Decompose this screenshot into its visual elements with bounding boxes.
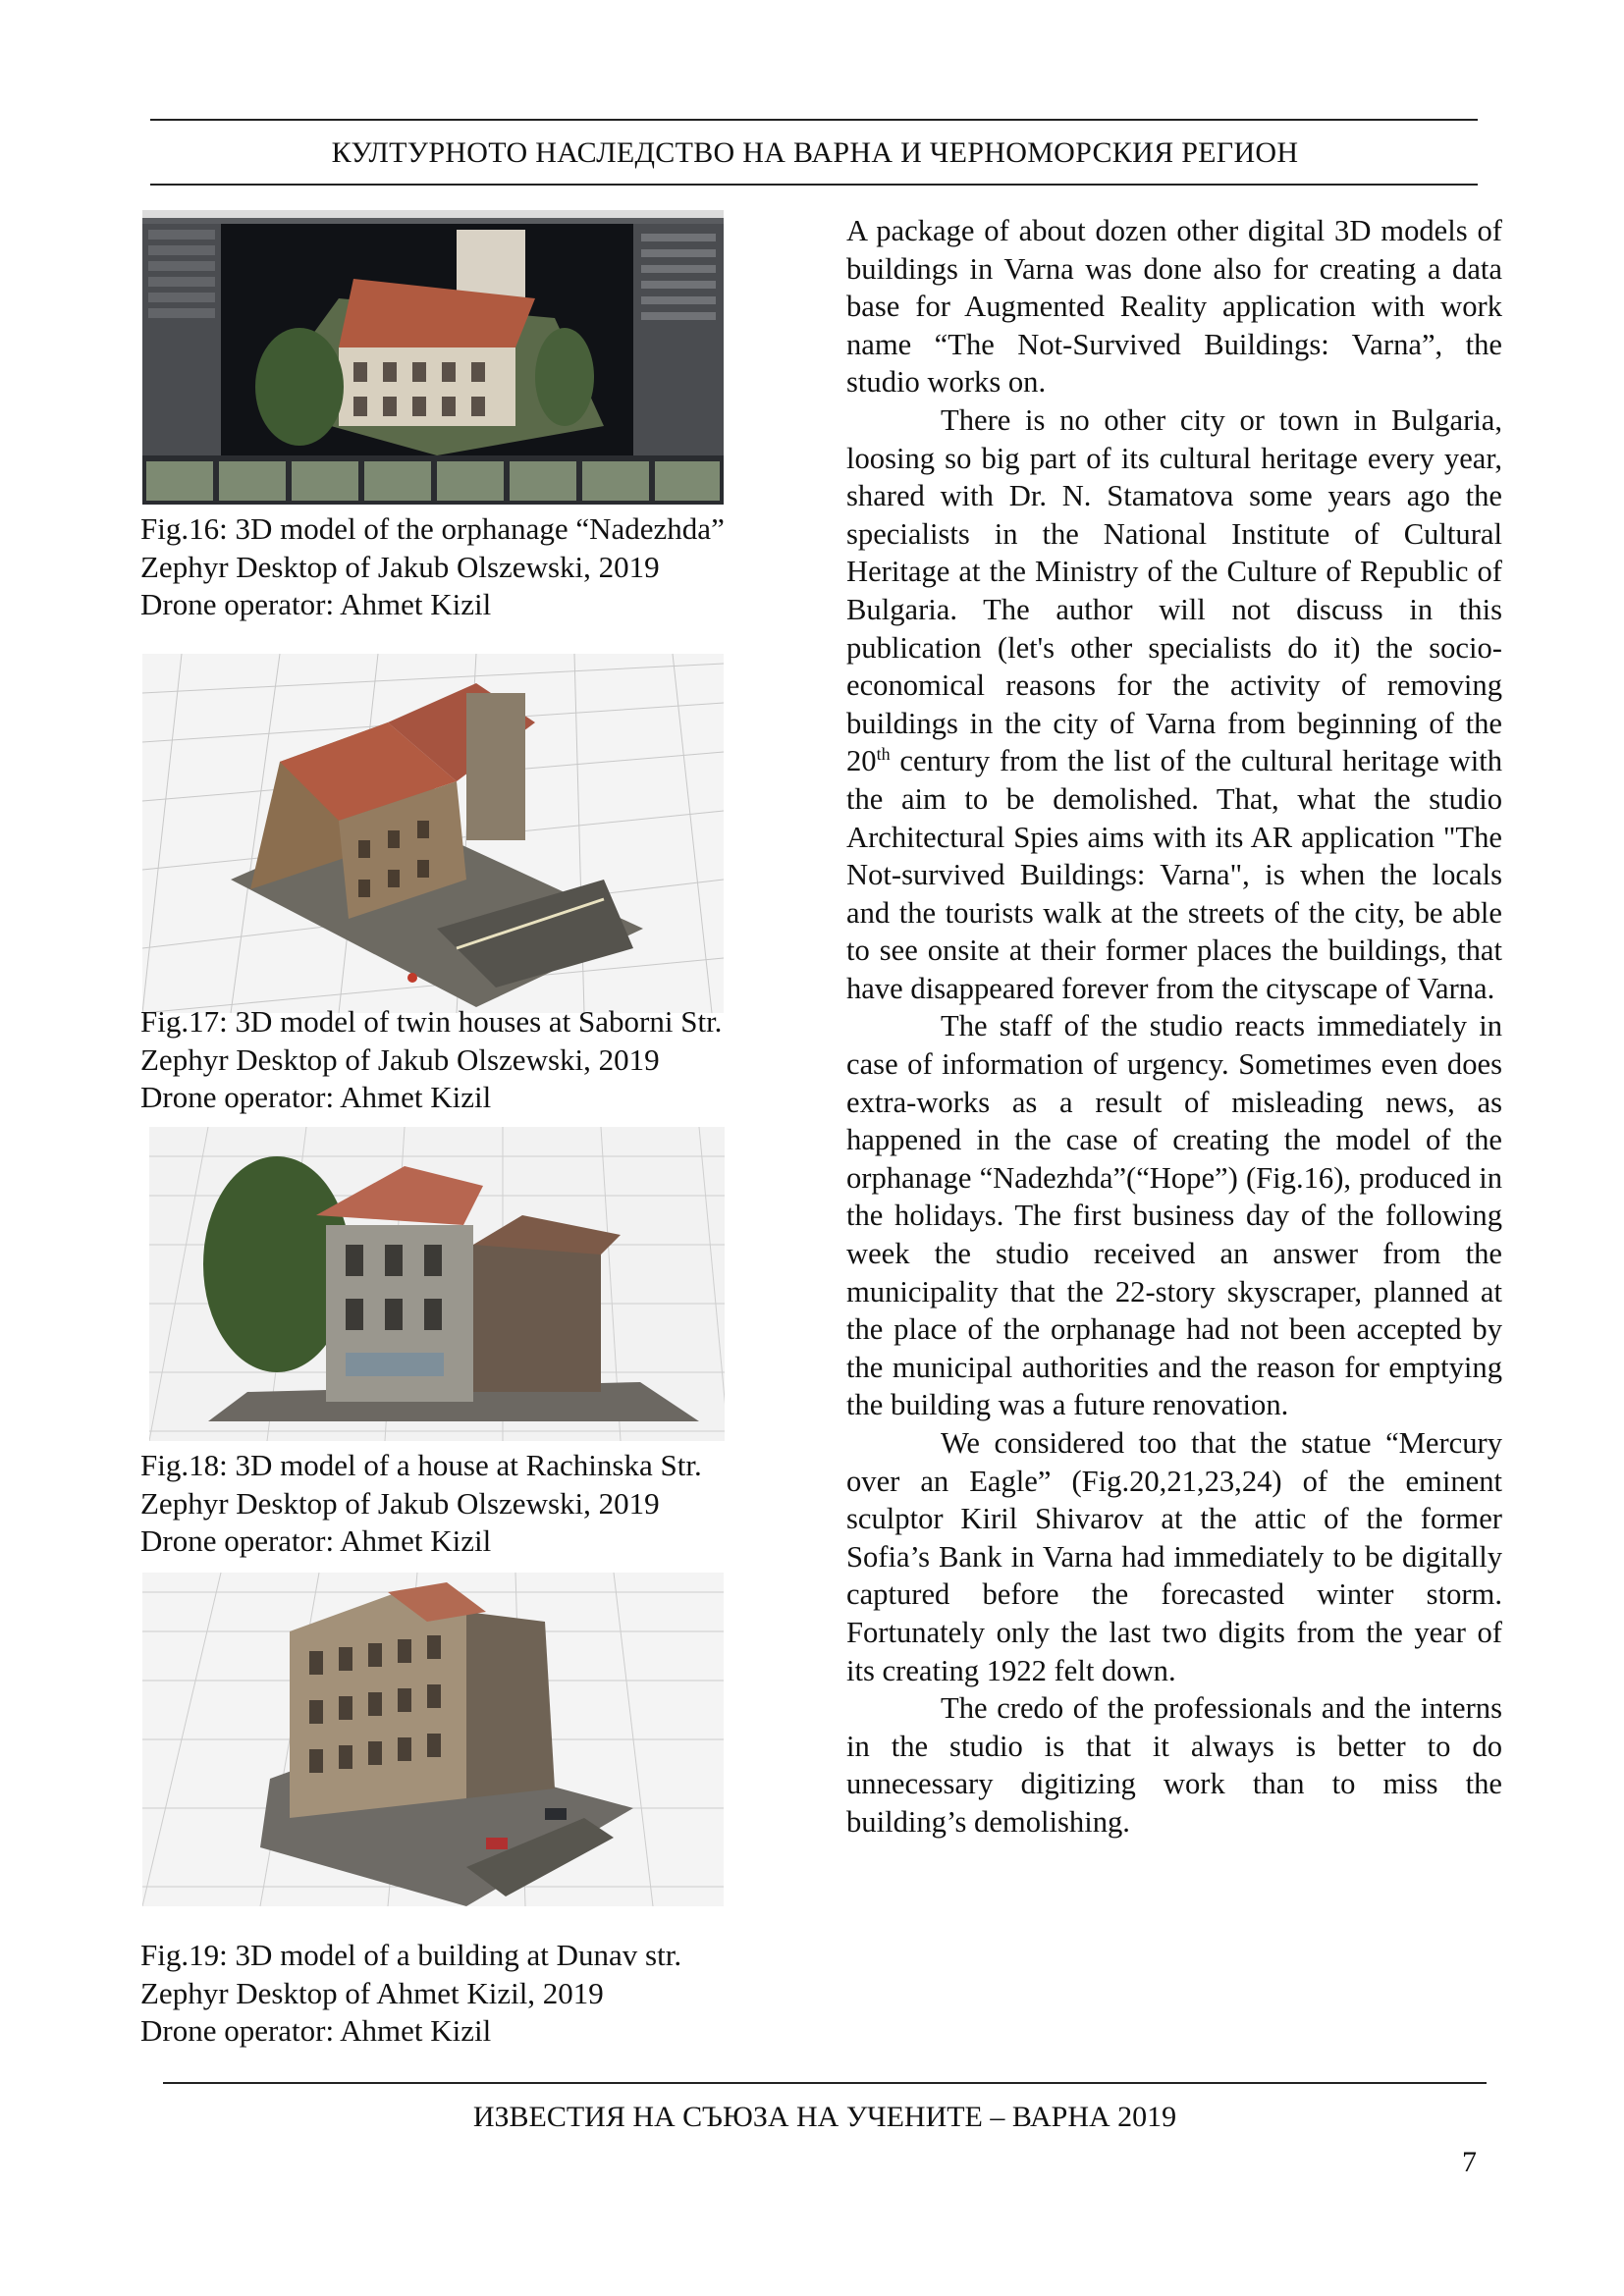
paragraph: The credo of the professionals and the interns in the studio is that it always is better to do unnecessary digitizing work than to miss the building’s demolishing. [846,1691,1502,1839]
running-header: КУЛТУРНОТО НАСЛЕДСТВО НА ВАРНА И ЧЕРНОМОРСКИЯ РЕГИОН [331,136,1299,169]
paragraph-text: There is no other city or town in Bulgaria, loosing so big part of its cultural heritage every year, shared with Dr. N. Stamatova some years ago the specialists in the National Institute of Cultural Heritage at the Ministry of the Culture of Republic of Bulgaria. The author will not discuss in this publication (let's other specialists do it) the socio-economical reasons for the activity of removing buildings in the city of Varna from beginning of the 20 [846,402,1502,778]
caption-line: Zephyr Desktop of Jakub Olszewski, 2019 [140,1485,660,1521]
superscript: th [876,744,891,765]
caption-line: Fig.16: 3D model of the orphanage “Nadezhda” [140,511,725,546]
caption-line: Zephyr Desktop of Jakub Olszewski, 2019 [140,1041,660,1077]
running-footer: ИЗВЕСТИЯ НА СЪЮЗА НА УЧЕНИТЕ – ВАРНА 2019 [472,2101,1177,2133]
page-number: 7 [1462,2146,1477,2178]
caption-line: Drone operator: Ahmet Kizil [140,587,492,621]
body-text-column [846,212,1502,1842]
figure-16-caption [140,510,808,624]
caption-line: Drone operator: Ahmet Kizil [140,1080,492,1114]
caption-line: Zephyr Desktop of Ahmet Kizil, 2019 [140,1975,604,2010]
caption-line: Fig.17: 3D model of twin houses at Saborni Str. [140,1004,723,1039]
caption-line: Zephyr Desktop of Jakub Olszewski, 2019 [140,549,660,584]
caption-line: Fig.18: 3D model of a house at Rachinska Str. [140,1448,702,1482]
figure-19-caption [140,1937,808,2051]
figure-19-image [142,1573,724,1906]
figure-18-caption [140,1447,808,1561]
figure-18-image [149,1127,725,1441]
figure-17-image [142,654,724,1013]
header-rule-bottom [150,184,1478,186]
caption-line: Drone operator: Ahmet Kizil [140,2013,492,2048]
paragraph: We considered too that the statue “Mercury over an Eagle” (Fig.20,21,23,24) of the eminent sculptor Kiril Shivarov at the attic of the former Sofia’s Bank in Varna had immediately to be digitally captured before the forecasted winter storm. Fortunately only the last two digits from the year of its creating 1922 felt down. [846,1426,1502,1687]
footer-rule [163,2082,1487,2084]
paragraph: A package of about dozen other digital 3D models of buildings in Varna was done also for creating a data base for Augmented Reality application with work name “The Not-Survived Buildings: Varna”, the studio works on. [846,214,1502,400]
header-rule-top [150,119,1478,121]
caption-line: Fig.19: 3D model of a building at Dunav str. [140,1938,682,1972]
figure-16-image [142,210,724,505]
figure-17-caption [140,1003,808,1117]
paragraph: The staff of the studio reacts immediately in case of information of urgency. Sometimes even does extra-works as a result of misleading news, as happened in the case of creating the model of the orphanage “Nadezhda”(“Hope”) (Fig.16), produced in the holidays. The first business day of the following week the studio received an answer from the municipality that the 22-story skyscraper, planned at the place of the orphanage had not been accepted by the municipal authorities and the reason for emptying the building was a future renovation. [846,1009,1502,1422]
paragraph [846,401,1502,1008]
paragraph-text: century from the list of the cultural heritage with the aim to be demolished. That, what the studio Architectural Spies aims with its AR application "The Not-survived Buildings: Varna", is when the locals and the tourists walk at the streets of the city, be able to see onsite at their former places the buildings, that have disappeared forever from the cityscape of Varna. [846,744,1502,1005]
caption-line: Drone operator: Ahmet Kizil [140,1523,492,1558]
